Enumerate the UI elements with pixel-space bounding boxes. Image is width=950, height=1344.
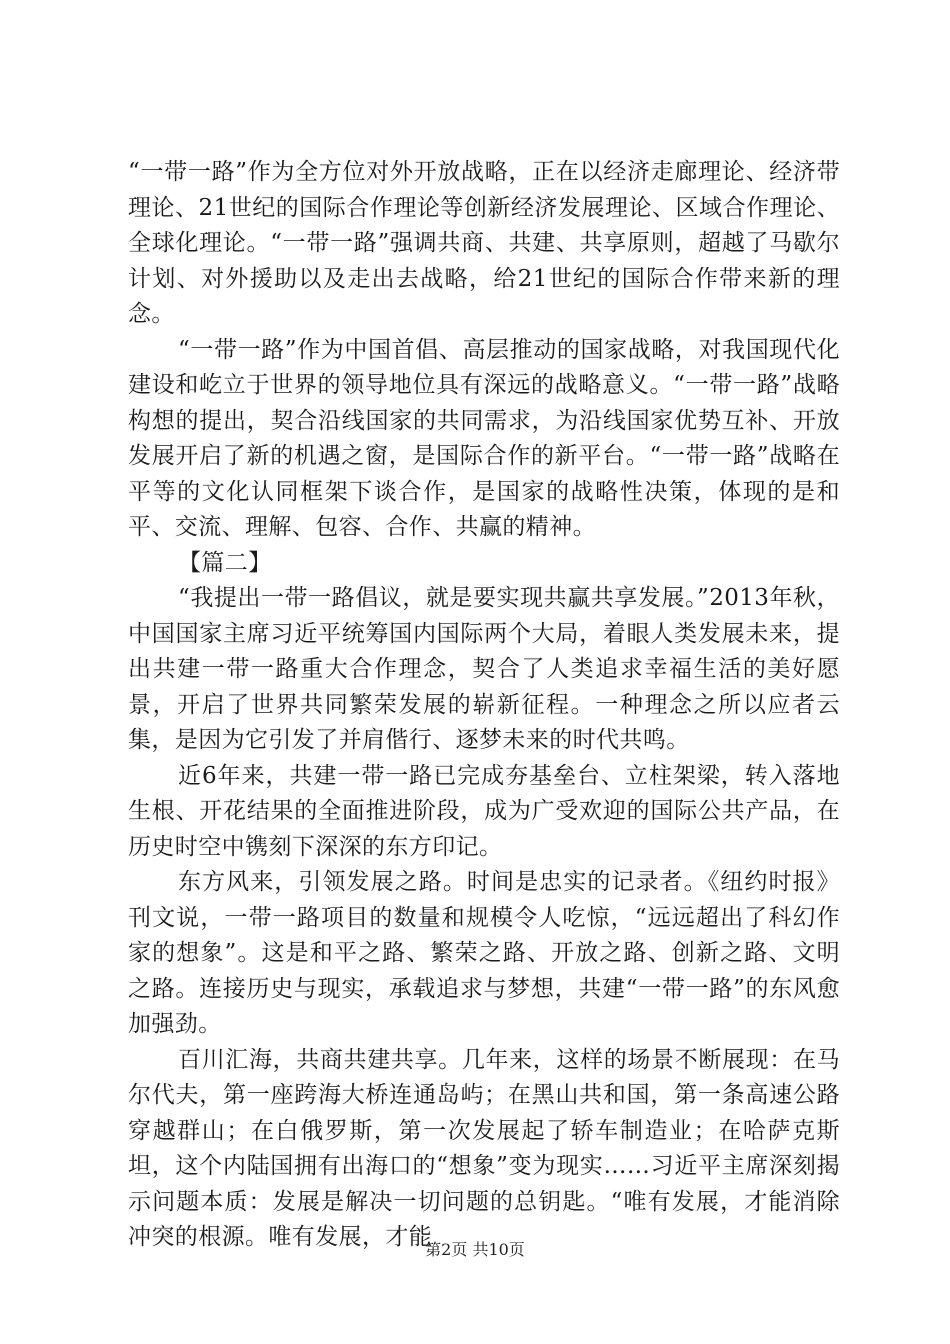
paragraph-4: 近6年来，共建一带一路已完成夯基垒台、立柱架梁，转入落地生根、开花结果的全面推进阶段，成为广受欢迎的国际公共产品，在历史时空中镌刻下深深的东方印记。 [128, 762, 840, 860]
paragraph-1: “一带一路”作为全方位对外开放战略，正在以经济走廊理论、经济带理论、21世纪的国际合作理论等创新经济发展理论、区域合作理论、全球化理论。“一带一路”强调共商、共建、共享原则，超越了马歇尔计划、对外援助以及走出去战略，给21世纪的国际合作带来新的理念。 [128, 159, 840, 327]
section-heading: 【篇二】 [178, 549, 272, 576]
paragraph-3: “我提出一带一路倡议，就是要实现共赢共享发展。”2013年秋，中国国家主席习近平统筹国内国际两个大局，着眼人类发展未来，提出共建一带一路重大合作理念，契合了人类追求幸福生活的美好愿景，开启了世界共同繁荣发展的崭新征程。一种理念之所以应者云集，是因为它引发了并肩偕行、逐梦未来的时代共鸣。 [128, 585, 840, 753]
paragraph-2: “一带一路”作为中国首倡、高层推动的国家战略，对我国现代化建设和屹立于世界的领导地位具有深远的战略意义。“一带一路”战略构想的提出，契合沿线国家的共同需求，为沿线国家优势互补、开放发展开启了新的机遇之窗，是国际合作的新平台。“一带一路”战略在平等的文化认同框架下谈合作，是国家的战略性决策，体现的是和平、交流、理解、包容、合作、共赢的精神。 [128, 336, 840, 540]
paragraph-5: 东方风来，引领发展之路。时间是忠实的记录者。《纽约时报》刊文说，一带一路项目的数量和规模令人吃惊，“远远超出了科幻作家的想象”。这是和平之路、繁荣之路、开放之路、创新之路、文明之路。连接历史与现实，承载追求与梦想，共建“一带一路”的东风愈加强劲。 [128, 869, 840, 1037]
paragraph-6: 百川汇海，共商共建共享。几年来，这样的场景不断展现：在马尔代夫，第一座跨海大桥连通岛屿；在黑山共和国，第一条高速公路穿越群山；在白俄罗斯，第一次发展起了轿车制造业；在哈萨克斯坦，这个内陆国拥有出海口的“想象”变为现实……习近平主席深刻揭示问题本质：发展是解决一切问题的总钥匙。“唯有发展，才能消除冲突的根源。唯有发展，才能 [128, 1046, 840, 1250]
page-number-footer: 第2页 共10页 [425, 1240, 525, 1259]
document-body [128, 155, 840, 1256]
